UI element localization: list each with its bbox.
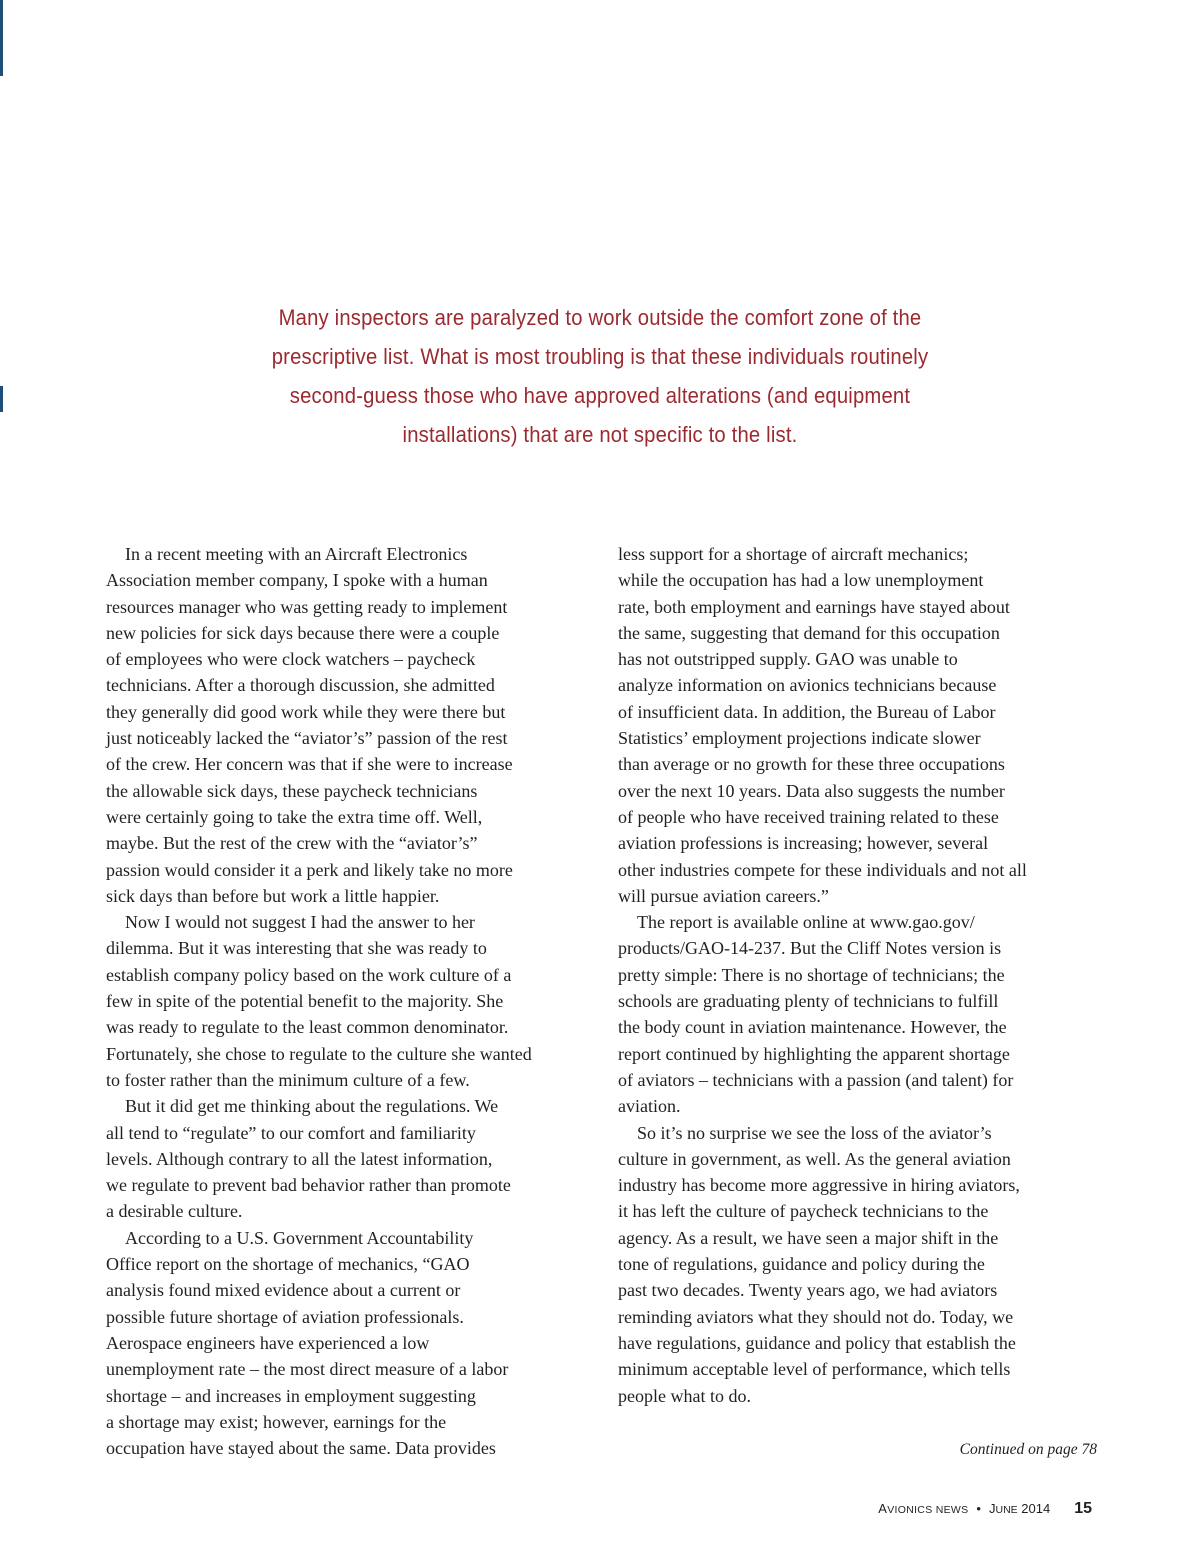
article-line: the same, suggesting that demand for this occupation xyxy=(618,622,1000,643)
article-line: The report is available online at www.gao.gov/ xyxy=(637,912,975,933)
article-line: aviation. xyxy=(618,1096,681,1117)
article-line: reminding aviators what they should not do. Today, we xyxy=(618,1306,1014,1327)
article-line: possible future shortage of aviation professionals. xyxy=(106,1306,464,1327)
article-line: analyze information on avionics technicians because xyxy=(618,675,997,696)
pull-quote xyxy=(263,298,938,454)
article-line: have regulations, guidance and policy that establish the xyxy=(618,1332,1016,1353)
footer-bullet: • xyxy=(976,1501,981,1516)
issue-month-initial: J xyxy=(988,1501,996,1516)
publication-initial: A xyxy=(878,1501,888,1516)
article-line: shortage – and increases in employment suggesting xyxy=(106,1385,476,1406)
continued-on-page-note: Continued on page 78 xyxy=(959,1441,1097,1458)
article-line: were certainly going to take the extra time off. Well, xyxy=(106,806,483,827)
article-line: people what to do. xyxy=(618,1385,751,1406)
article-line: has not outstripped supply. GAO was unable to xyxy=(618,649,958,670)
article-line: will pursue aviation careers.” xyxy=(618,885,829,906)
article-line: agency. As a result, we have seen a major shift in the xyxy=(618,1227,999,1248)
article-line: culture in government, as well. As the general aviation xyxy=(618,1148,1011,1169)
article-line: a desirable culture. xyxy=(106,1201,243,1222)
article-line: But it did get me thinking about the regulations. We xyxy=(125,1096,499,1117)
article-line: to foster rather than the minimum culture of a few. xyxy=(106,1069,470,1090)
article-line: Statistics’ employment projections indicate slower xyxy=(618,728,981,749)
article-line: unemployment rate – the most direct measure of a labor xyxy=(106,1359,509,1380)
article-line: of aviators – technicians with a passion (and talent) for xyxy=(618,1069,1014,1090)
article-line: Aerospace engineers have experienced a low xyxy=(106,1332,430,1353)
article-line: schools are graduating plenty of technicians to fulfill xyxy=(618,991,999,1012)
article-line: passion would consider it a perk and likely take no more xyxy=(106,859,513,880)
article-line: new policies for sick days because there were a couple xyxy=(106,622,500,643)
article-line: less support for a shortage of aircraft mechanics; xyxy=(618,544,969,564)
article-line: industry has become more aggressive in hiring aviators, xyxy=(618,1175,1020,1196)
page-number: 15 xyxy=(1074,1500,1092,1517)
article-line: aviation professions is increasing; however, several xyxy=(618,833,989,854)
article-line: technicians. After a thorough discussion, she admitted xyxy=(106,675,495,696)
article-line: Office report on the shortage of mechanics, “GAO xyxy=(106,1254,470,1275)
pull-quote-line: Many inspectors are paralyzed to work outside the comfort zone of the xyxy=(278,305,922,330)
article-line: sick days than before but work a little happier. xyxy=(106,885,440,906)
article-column-left xyxy=(106,541,606,1461)
article-line: than average or no growth for these three occupations xyxy=(618,754,1005,775)
publication-name-rest: VIONICS NEWS xyxy=(887,1504,969,1516)
article-line: the body count in aviation maintenance. However, the xyxy=(618,1017,1007,1038)
article-line: products/GAO-14-237. But the Cliff Notes version is xyxy=(618,938,1002,959)
article-line: rate, both employment and earnings have stayed about xyxy=(618,596,1010,617)
issue-month-rest: UNE xyxy=(995,1504,1018,1516)
article-line: levels. Although contrary to all the latest information, xyxy=(106,1148,493,1169)
article-line: dilemma. But it was interesting that she was ready to xyxy=(106,938,487,959)
article-line: they generally did good work while they were there but xyxy=(106,701,506,722)
margin-edge-mark-middle xyxy=(0,386,3,412)
issue-year: 2014 xyxy=(1021,1501,1051,1516)
article-line: occupation have stayed about the same. Data provides xyxy=(106,1438,496,1459)
article-line: past two decades. Twenty years ago, we had aviators xyxy=(618,1280,998,1301)
article-line: minimum acceptable level of performance, which tells xyxy=(618,1359,1011,1380)
page-footer xyxy=(878,1500,1092,1518)
article-line: Association member company, I spoke with a human xyxy=(106,570,488,591)
article-line: while the occupation has had a low unemployment xyxy=(618,570,984,591)
margin-edge-mark-top xyxy=(0,0,3,76)
article-line: was ready to regulate to the least common denominator. xyxy=(106,1017,509,1038)
publication-name xyxy=(878,1501,968,1516)
article-column-right xyxy=(618,541,1118,1409)
pull-quote-line: prescriptive list. What is most troubling is that these individuals routinely xyxy=(271,344,929,369)
article-line: According to a U.S. Government Accountability xyxy=(125,1227,474,1248)
article-line: it has left the culture of paycheck technicians to the xyxy=(618,1201,989,1222)
article-line: pretty simple: There is no shortage of technicians; the xyxy=(618,964,1005,985)
article-line: resources manager who was getting ready to implement xyxy=(106,596,508,617)
article-line: Fortunately, she chose to regulate to the culture she wanted xyxy=(106,1043,532,1064)
article-line: the allowable sick days, these paycheck technicians xyxy=(106,780,478,801)
article-line: other industries compete for these individuals and not all xyxy=(618,859,1027,880)
article-line: establish company policy based on the work culture of a xyxy=(106,964,512,985)
article-line: of the crew. Her concern was that if she were to increase xyxy=(106,754,513,775)
article-line: maybe. But the rest of the crew with the “aviator’s” xyxy=(106,833,478,854)
article-line: of people who have received training related to these xyxy=(618,806,999,827)
article-line: over the next 10 years. Data also suggests the number xyxy=(618,780,1005,801)
article-line: all tend to “regulate” to our comfort and familiarity xyxy=(106,1122,476,1143)
article-line: a shortage may exist; however, earnings for the xyxy=(106,1411,447,1432)
article-line: just noticeably lacked the “aviator’s” passion of the rest xyxy=(106,728,508,749)
article-line: few in spite of the potential benefit to the majority. She xyxy=(106,991,504,1012)
article-line: In a recent meeting with an Aircraft Electronics xyxy=(125,544,468,564)
article-line: analysis found mixed evidence about a current or xyxy=(106,1280,461,1301)
article-line: report continued by highlighting the apparent shortage xyxy=(618,1043,1010,1064)
article-line: tone of regulations, guidance and policy during the xyxy=(618,1254,985,1275)
article-line: of insufficient data. In addition, the Bureau of Labor xyxy=(618,701,996,722)
article-line: So it’s no surprise we see the loss of the aviator’s xyxy=(637,1122,992,1143)
article-line: of employees who were clock watchers – paycheck xyxy=(106,649,476,670)
pull-quote-line: installations) that are not specific to the list. xyxy=(402,422,798,447)
article-line: Now I would not suggest I had the answer to her xyxy=(125,912,475,933)
pull-quote-line: second-guess those who have approved alterations (and equipment xyxy=(289,383,911,408)
article-line: we regulate to prevent bad behavior rather than promote xyxy=(106,1175,511,1196)
